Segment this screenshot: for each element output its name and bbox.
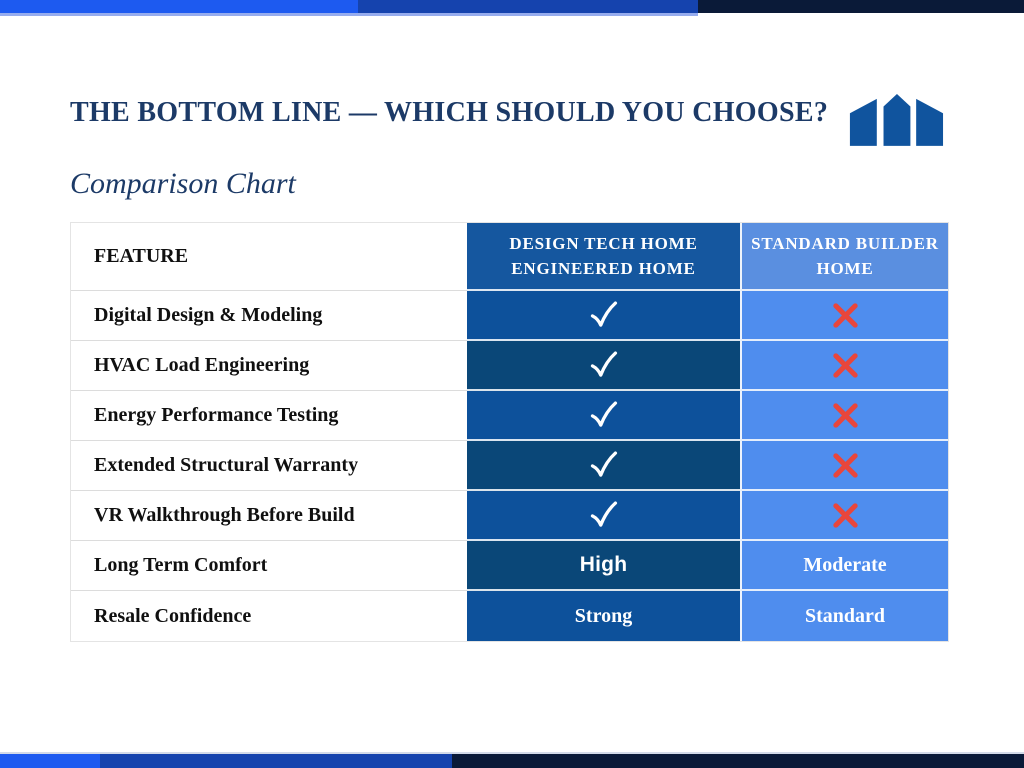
design-tech-cell xyxy=(467,291,740,341)
top-bar-navy-segment xyxy=(698,0,1024,13)
column-header-feature: FEATURE xyxy=(71,223,467,291)
check-icon xyxy=(587,350,620,380)
feature-cell: Digital Design & Modeling xyxy=(71,291,467,341)
standard-builder-cell xyxy=(740,291,948,341)
top-accent-bar xyxy=(0,0,1024,13)
standard-builder-cell xyxy=(740,541,948,591)
cross-icon xyxy=(831,401,860,430)
standard-builder-cell xyxy=(740,441,948,491)
standard-builder-cell xyxy=(740,491,948,541)
bottom-bar-royal-segment xyxy=(100,754,452,768)
feature-cell: HVAC Load Engineering xyxy=(71,341,467,391)
cross-icon xyxy=(831,301,860,330)
column-header-line: DESIGN TECH HOME xyxy=(509,234,698,253)
design-tech-cell xyxy=(467,491,740,541)
top-bar-underline xyxy=(0,13,698,16)
design-tech-cell xyxy=(467,541,740,591)
section-subtitle: Comparison Chart xyxy=(70,167,296,200)
feature-cell: Long Term Comfort xyxy=(71,541,467,591)
top-bar-bright-segment xyxy=(0,0,358,13)
design-tech-cell xyxy=(467,441,740,491)
cell-value: Standard xyxy=(804,604,886,627)
cell-value: Moderate xyxy=(803,553,887,576)
cross-icon xyxy=(831,351,860,380)
check-icon xyxy=(587,300,620,330)
feature-cell: Extended Structural Warranty xyxy=(71,441,467,491)
comparison-table xyxy=(70,222,949,642)
check-icon xyxy=(587,500,620,530)
column-header-line: ENGINEERED HOME xyxy=(511,259,696,278)
feature-cell: Energy Performance Testing xyxy=(71,391,467,441)
bottom-accent-bar xyxy=(0,754,1024,768)
design-tech-cell xyxy=(467,341,740,391)
feature-cell: Resale Confidence xyxy=(71,591,467,641)
bottom-bar-navy-segment xyxy=(452,754,1024,768)
column-header-design-tech xyxy=(467,223,740,291)
standard-builder-cell xyxy=(740,391,948,441)
cell-value: Strong xyxy=(574,604,633,627)
check-icon xyxy=(587,450,620,480)
column-header-line: HOME xyxy=(816,259,874,278)
company-logo-icon xyxy=(848,90,944,148)
column-header-line: STANDARD BUILDER xyxy=(751,234,939,253)
cell-value: High xyxy=(579,553,628,576)
top-bar-royal-segment xyxy=(358,0,698,13)
cross-icon xyxy=(831,501,860,530)
feature-cell: VR Walkthrough Before Build xyxy=(71,491,467,541)
page-title: THE BOTTOM LINE — WHICH SHOULD YOU CHOOSE? xyxy=(70,97,829,128)
column-header-standard-builder xyxy=(740,223,948,291)
cross-icon xyxy=(831,451,860,480)
design-tech-cell xyxy=(467,391,740,441)
standard-builder-cell xyxy=(740,591,948,641)
design-tech-cell xyxy=(467,591,740,641)
check-icon xyxy=(587,400,620,430)
bottom-bar-bright-segment xyxy=(0,754,100,768)
standard-builder-cell xyxy=(740,341,948,391)
